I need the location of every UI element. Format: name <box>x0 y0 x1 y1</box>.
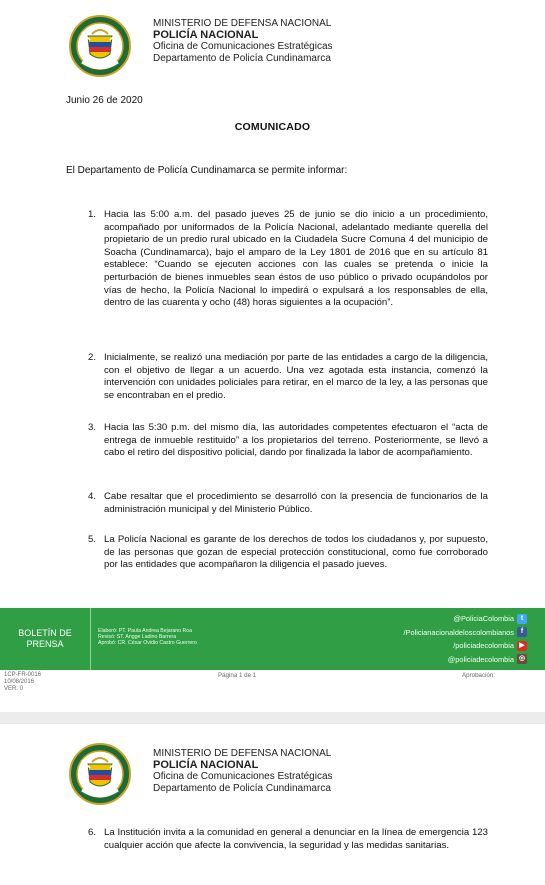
list-item <box>88 534 488 572</box>
youtube-icon: ▶ <box>517 641 527 651</box>
twitter-handle: @PoliciaColombia <box>453 614 514 623</box>
form-code-block <box>4 672 41 694</box>
form-version: VER: 0 <box>4 686 24 693</box>
list-item-text: Hacia las 5:00 a.m. del pasado jueves 25 de junio se dio inicio a un procedimiento, acompañado por uniformados de la Policía Nacional, adelantado mediante querella del propietario de un predio rural ubicado en la Ciudadela Sucre Comuna 4 del municipio de Soacha (Cundinamarca), bajo el amparo de la Ley 1801 de 2016 que en su artículo 81 establece: “Cuando se ejecuten acciones con las cuales se pretenda o inicie la perturbación de bienes inmuebles sean éstos de uso público o privado ocupándolos por vías de hecho, la Policía Nacional lo impedirá o expulsará a los responsables de ella, dentro de las cuarenta y ocho (48) horas siguientes a la ocupación”. <box>104 209 488 309</box>
list-item <box>88 352 488 402</box>
list-item-text: Cabe resaltar que el procedimiento se desarrolló con la presencia de funcionarios de la administración municipal y del Ministerio Público. <box>104 491 488 515</box>
police-label: POLICÍA NACIONAL <box>153 28 259 41</box>
social-link-youtube[interactable] <box>403 639 527 653</box>
list-item <box>88 422 488 460</box>
aprobo-text: Aprobó: CR. César Ovidio Castro Guerrero <box>98 640 197 647</box>
list-item-number: 4. <box>88 491 97 502</box>
list-item-number: 6. <box>88 827 97 838</box>
document-title: COMUNICADO <box>234 121 311 133</box>
list-item-number: 2. <box>88 352 97 363</box>
list-item-number: 5. <box>88 534 97 545</box>
boletin-label <box>0 608 91 670</box>
youtube-handle: /policiadecolombia <box>453 641 514 650</box>
list-item-number: 3. <box>88 422 97 433</box>
social-link-facebook[interactable] <box>403 626 527 640</box>
facebook-handle: /Policianacionaldeloscolombianos <box>403 627 514 637</box>
elaboro-text: Elaboró: PT. Paula Andrea Bejarano Roa <box>98 628 193 634</box>
policia-seal-icon <box>68 14 132 78</box>
header-block <box>153 18 333 64</box>
header-block <box>153 748 333 794</box>
twitter-icon: t <box>517 614 527 624</box>
ministry-label: MINISTERIO DE DEFENSA NACIONAL <box>153 18 332 29</box>
page-separator <box>0 712 545 724</box>
list-item-text: La Policía Nacional es garante de los derechos de todos los ciudadanos y, por supuesto, de las personas que gozan de especial protección constitucional, como fue corroborado por las entidades que acompañaron la diligencia el pasado jueves. <box>104 534 488 571</box>
boletin-line2: PRENSA <box>26 639 64 649</box>
office-label: Oficina de Comunicaciones Estratégicas <box>153 771 333 783</box>
intro-text: El Departamento de Policía Cundinamarca se permite informar: <box>66 165 348 176</box>
list-item <box>88 491 488 516</box>
facebook-icon: f <box>517 627 527 637</box>
boletin-line1: BOLETÍN DE <box>18 628 72 638</box>
social-links <box>403 612 527 666</box>
list-item <box>88 209 488 310</box>
list-item-text: La Institución invita a la comunidad en general a denunciar en la línea de emergencia 123 cualquier acción que afecte la convivencia, la seguridad y las medidas sanitarias. <box>104 827 488 851</box>
credits-block <box>98 628 197 647</box>
form-code: 1CP-FR-0016 <box>4 672 42 678</box>
press-footer-bar <box>0 608 545 670</box>
ministry-label: MINISTERIO DE DEFENSA NACIONAL <box>153 748 332 759</box>
department-label: Departamento de Policía Cundinamarca <box>153 782 331 794</box>
instagram-icon: ◎ <box>518 655 526 663</box>
social-link-instagram[interactable] <box>403 653 527 667</box>
document-page-2 <box>0 726 545 885</box>
list-item <box>88 827 488 852</box>
policia-seal-icon <box>68 742 132 806</box>
approval-label: Aprobación: <box>462 672 496 679</box>
document-date: Junio 26 de 2020 <box>66 95 143 106</box>
list-item-text: Inicialmente, se realizó una mediación por parte de las entidades a cargo de la diligencia, con el objetivo de llegar a un acuerdo. Una vez agotada esta instancia, comenzó la intervención con unidades policiales para retirar, en el marco de la ley, a las personas que se encontraban en el predio. <box>104 352 488 401</box>
reviso-text: Revisó: ST. Angge Ladino Barrera <box>98 634 177 641</box>
social-link-twitter[interactable] <box>403 612 527 626</box>
instagram-handle: @policiadecolombia <box>447 654 514 664</box>
office-label: Oficina de Comunicaciones Estratégicas <box>153 41 333 53</box>
form-date: 10/08/2016 <box>4 679 35 686</box>
police-label: POLICÍA NACIONAL <box>153 758 259 771</box>
list-item-number: 1. <box>88 209 97 220</box>
page-number: Página 1 de 1 <box>218 672 257 679</box>
department-label: Departamento de Policía Cundinamarca <box>153 52 331 64</box>
list-item-text: Hacia las 5:30 p.m. del mismo día, las autoridades competentes efectuaron el “acta de entrega de inmueble restituido” a los propietarios del terreno. Posteriormente, se llevó a cabo el retiro del dispositivo policial, dando por finalizada la labor de acompañamiento. <box>104 422 488 459</box>
